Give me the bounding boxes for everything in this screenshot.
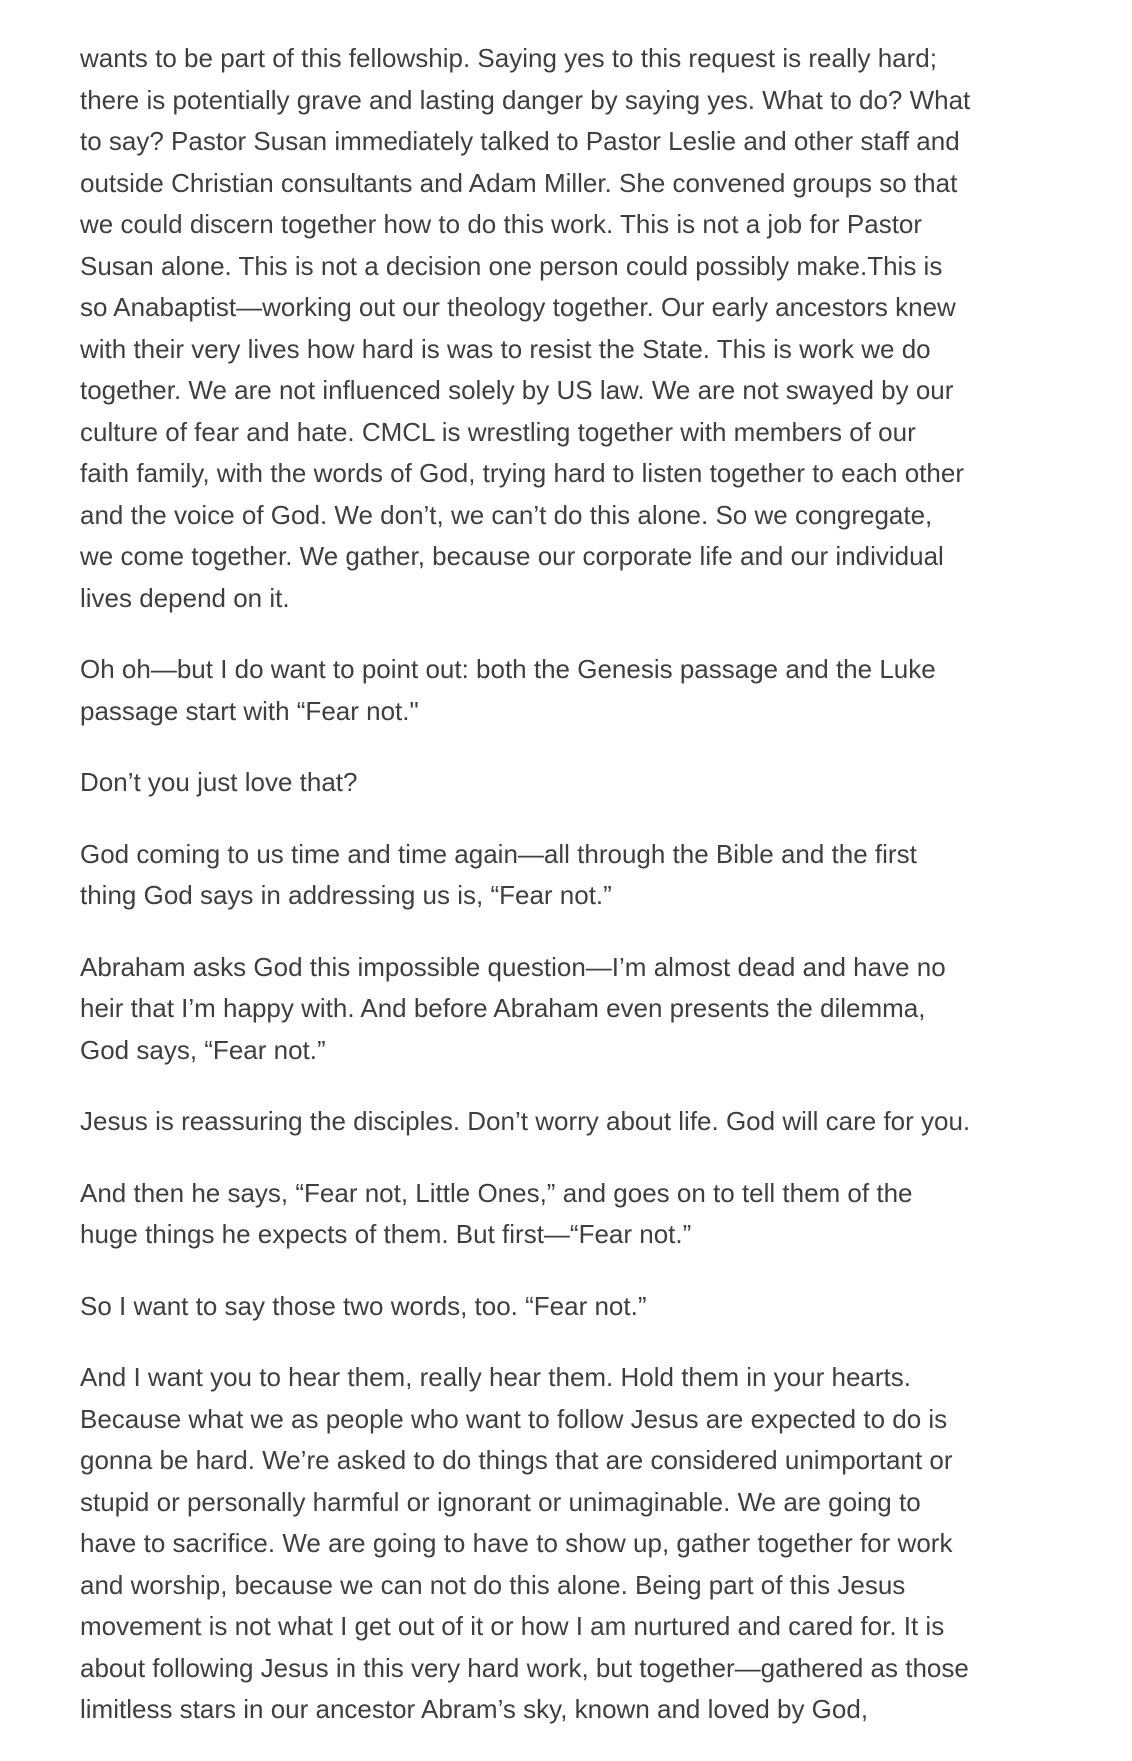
text-line: Jesus is reassuring the disciples. Don’t worry about life. God will care for you. [80, 1106, 971, 1136]
text-line: Because what we as people who want to follow Jesus are expected to do is [80, 1403, 948, 1434]
text-line: we come together. We gather, because our corporate life and our individual [80, 541, 944, 571]
text-line: and the voice of God. We don’t, we can’t do this alone. So we congregate, [80, 499, 933, 530]
text-line: Don’t you just love that? [80, 767, 358, 797]
text-line: about following Jesus in this very hard work, but together—gathered as those [80, 1652, 969, 1683]
text-line: together. We are not influenced solely by US law. We are not swayed by our [80, 375, 954, 405]
text-line: and worship, because we can not do this alone. Being part of this Jesus [80, 1569, 906, 1600]
text-line: faith family, with the words of God, trying hard to listen together to each other [80, 458, 964, 488]
text-line: wants to be part of this fellowship. Saying yes to this request is really hard; [80, 43, 937, 73]
article-body [80, 38, 1080, 1761]
text-line: God coming to us time and time again—all through the Bible and the first [80, 838, 917, 869]
text-line: huge things he expects of them. But first—“Fear not.” [80, 1219, 692, 1249]
text-line: Susan alone. This is not a decision one person could possibly make.This is [80, 250, 943, 281]
text-line: Abraham asks God this impossible question—I’m almost dead and have no [80, 951, 946, 982]
text-line: movement is not what I get out of it or how I am nurtured and cared for. It is [80, 1611, 945, 1641]
text-line: And then he says, “Fear not, Little Ones,” and goes on to tell them of the [80, 1177, 913, 1208]
paragraph-discernment [80, 38, 1080, 619]
text-line: so Anabaptist—working out our theology together. Our early ancestors knew [80, 292, 956, 322]
text-line: culture of fear and hate. CMCL is wrestling together with members of our [80, 416, 916, 447]
paragraph-jesus-reassuring [80, 1101, 1080, 1143]
text-line: heir that I’m happy with. And before Abraham even presents the dilemma, [80, 993, 926, 1023]
text-line: Oh oh—but I do want to point out: both the Genesis passage and the Luke [80, 654, 936, 684]
paragraph-hear-them [80, 1357, 1080, 1731]
text-line: God says, “Fear not.” [80, 1034, 326, 1065]
text-line: limitless stars in our ancestor Abram’s sky, known and loved by God, [80, 1694, 869, 1724]
paragraph-love-that [80, 762, 1080, 804]
text-line: there is potentially grave and lasting danger by saying yes. What to do? What [80, 84, 971, 115]
text-line: outside Christian consultants and Adam Miller. She convened groups so that [80, 167, 958, 198]
text-line: So I want to say those two words, too. “Fear not.” [80, 1290, 647, 1321]
paragraph-little-ones [80, 1173, 1080, 1256]
text-line: gonna be hard. We’re asked to do things that are considered unimportant or [80, 1445, 953, 1475]
text-line: with their very lives how hard is was to resist the State. This is work we do [80, 333, 931, 364]
text-line: thing God says in addressing us is, “Fear not.” [80, 880, 612, 910]
text-line: stupid or personally harmful or ignorant or unimaginable. We are going to [80, 1486, 921, 1517]
paragraph-god-coming [80, 834, 1080, 917]
text-line: to say? Pastor Susan immediately talked to Pastor Leslie and other staff and [80, 126, 960, 156]
text-line: lives depend on it. [80, 582, 290, 613]
paragraph-two-words [80, 1286, 1080, 1328]
paragraph-abraham [80, 947, 1080, 1072]
text-line: we could discern together how to do this work. This is not a job for Pastor [80, 209, 923, 239]
text-line: And I want you to hear them, really hear them. Hold them in your hearts. [80, 1362, 911, 1392]
paragraph-fear-not-intro [80, 649, 1080, 732]
text-line: have to sacrifice. We are going to have to show up, gather together for work [80, 1528, 953, 1558]
text-line: passage start with “Fear not." [80, 695, 419, 726]
